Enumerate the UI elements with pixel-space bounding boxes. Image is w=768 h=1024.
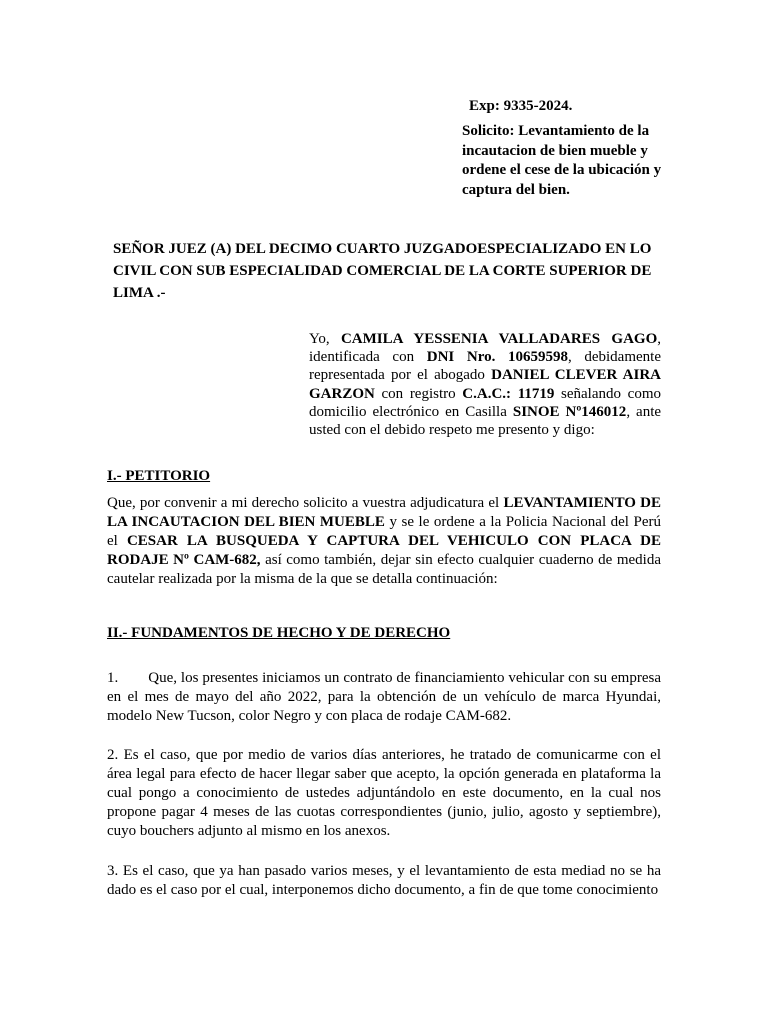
addressee-block: SEÑOR JUEZ (A) DEL DECIMO CUARTO JUZGADOESPECIALIZADO EN LO CIVIL CON SUB ESPECIALIDAD COMERCIAL DE LA CORTE SUPERIOR DE LIMA .- [113,241,652,301]
fundamento-paragraph-1 [107,669,661,726]
fundamento-paragraph-2: 2. Es el caso, que por medio de varios días anteriores, he tratado de comunicarme con el área legal para efecto de hacer llegar saber que acepto, la opción generada en plataforma la cual pongo a conocimiento de ustedes adjuntándolo en este documento, en la cual nos propone pagar 4 meses de las cuotas correspondientes (junio, julio, agosto y septiembre), cuyo bouchers adjunto al mismo en los anexos. [107,747,661,839]
sinoe-casilla: SINOE Nº146012 [512,403,627,420]
intro-paragraph [309,330,661,439]
dni-number: DNI Nro. 10659598 [426,349,568,366]
petitorio-bold-1: LEVANTAMIENTO DE LA INCAUTACION DEL BIEN MUEBLE [107,495,662,530]
petitorio-text-2: y se le ordene a la Policia Nacional del Perú el [107,514,662,549]
intro-text-5: , ante usted con el debido respeto me presento y digo: [309,403,662,439]
fundamento-1-number: 1. [107,670,119,686]
fundamento-paragraph-3: 3. Es el caso, que ya han pasado varios meses, y el levantamiento de esta mediad no se ha dado es el caso por el cual, interponemos dicho documento, a fin de que tome conocimiento [107,863,661,898]
intro-text-2: , debidamente representada por el abogado [309,349,661,384]
plaintiff-name: CAMILA YESSENIA VALLADARES GAGO [340,331,658,347]
fundamento-1-text: Que, los presentes iniciamos un contrato de financiamiento vehicular con su empresa en el mes de mayo del año 2022, para la obtención de un vehículo de marca Hyundai, modelo New Tucson, color Negro y con placa de rodaje CAM-682. [107,670,661,724]
petitorio-bold-2: CESAR LA BUSQUEDA Y CAPTURA DEL VEHICULO CON PLACA DE RODAJE Nº CAM-682, [107,533,662,568]
intro-text-3: con registro [381,385,456,402]
section-heading-fundamentos: II.- FUNDAMENTOS DE HECHO Y DE DERECHO [107,625,451,641]
petitorio-paragraph [107,494,661,589]
section-heading-petitorio: I.- PETITORIO [107,468,211,484]
expediente-number: Exp: 9335-2024. [469,98,573,114]
intro-yo: Yo, [309,331,330,347]
solicito-subject: Solicito: Levantamiento de la incautacion de bien mueble y ordene el cese de la ubicación y captura del bien. [462,123,662,198]
intro-text-1: , identificada con [309,331,661,366]
petitorio-text-3: así como también, dejar sin efecto cualquier cuaderno de medida cautelar realizada por la misma de la que se detalla continuación: [107,552,661,587]
intro-text-4: señalando como domicilio electrónico en Casilla [309,385,661,420]
cac-number: C.A.C.: 11719 [462,385,555,402]
lawyer-name: DANIEL CLEVER AIRA GARZON [309,367,661,402]
petitorio-text-1: Que, por convenir a mi derecho solicito a vuestra adjudicatura el [107,495,500,511]
